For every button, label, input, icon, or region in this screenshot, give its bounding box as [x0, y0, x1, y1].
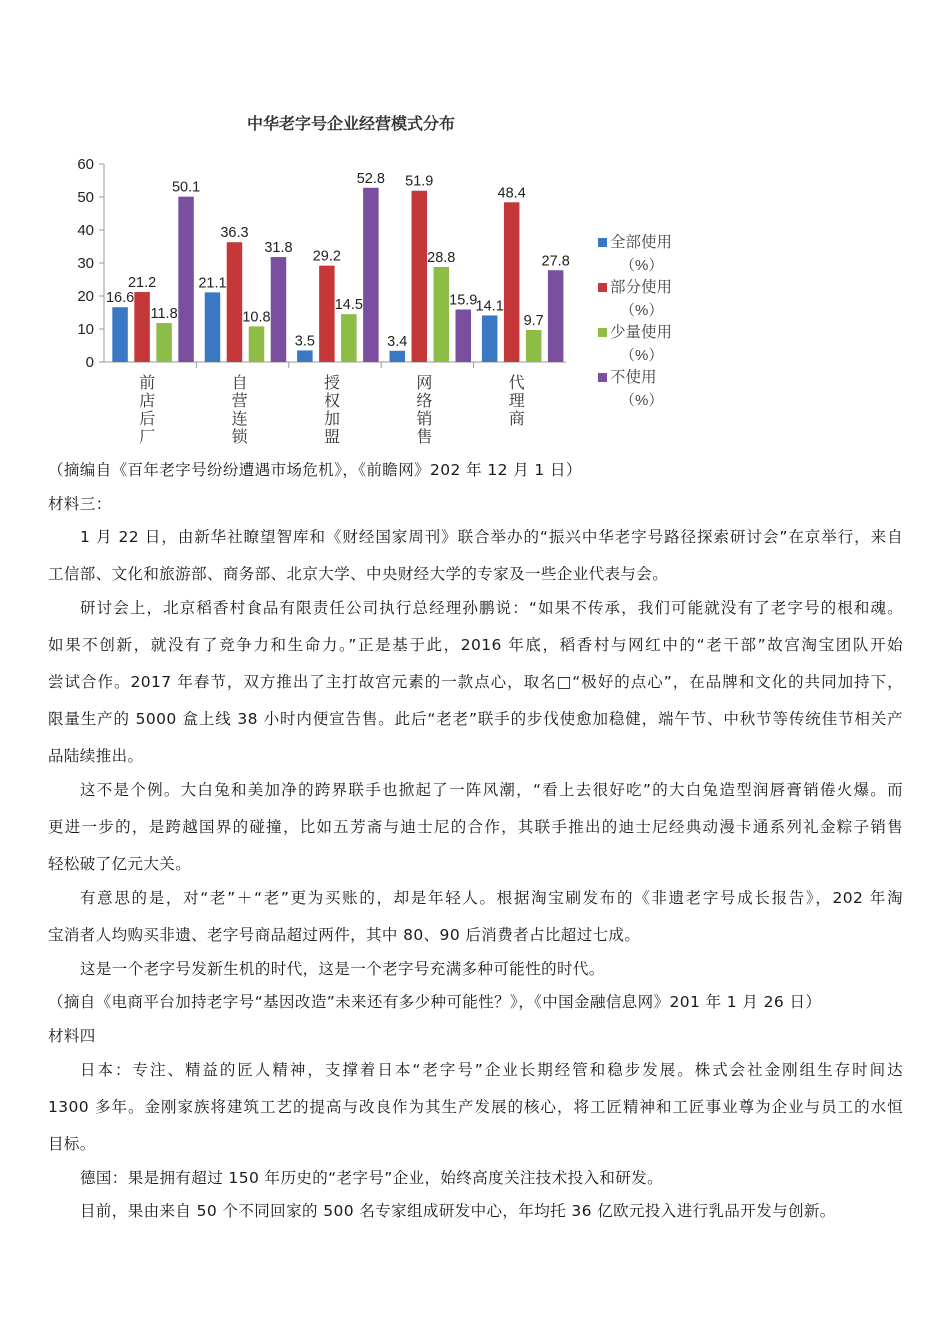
x-tick-label: 商 [508, 411, 525, 428]
bar [526, 330, 542, 362]
data-label: 21.2 [127, 275, 157, 292]
y-tick-label: 30 [77, 255, 94, 272]
chart-svg [40, 100, 740, 455]
legend-unit: （%） [620, 347, 664, 364]
x-tick-label: 自 [231, 375, 248, 392]
data-label: 15.9 [449, 292, 478, 309]
x-tick-label: 盟 [323, 429, 341, 446]
x-tick-label: 营 [231, 393, 248, 410]
x-tick-label: 络 [416, 393, 433, 410]
x-tick-label: 厂 [139, 429, 156, 446]
paragraph-line: 轻松破了亿元大关。 [48, 855, 192, 873]
data-label: 9.7 [523, 312, 544, 329]
x-tick-label: 网 [416, 375, 433, 392]
bar [112, 307, 128, 362]
paragraph-line: 工信部、文化和旅游部、商务部、北京大学、中央财经大学的专家及一些企业代表与会。 [48, 565, 669, 583]
data-label: 29.2 [312, 248, 341, 265]
data-label: 11.8 [150, 306, 178, 323]
x-tick-label: 权 [323, 393, 341, 410]
data-label: 16.6 [105, 290, 135, 307]
data-label: 14.5 [334, 297, 363, 314]
y-tick-label: 50 [77, 189, 94, 206]
paragraph-line: 目前，果由来自 50 个不同回家的 500 名专家组成研发中心，年均托 36 亿欧元投入进行乳品开发与创新。 [80, 1202, 836, 1220]
x-tick-label: 店 [139, 393, 156, 410]
y-tick-label: 0 [85, 354, 94, 371]
paragraph-line: 这不是个例。大白兔和美加净的跨界联手也掀起了一阵风潮，“看上去很好吃”的大白兔造型润唇膏销倦火爆。而 [80, 781, 903, 799]
paragraph-line: 研讨会上，北京稻香村食品有限责任公司执行总经理孙鹏说：“如果不传承，我们可能就没有了老字号的根和魂。 [80, 599, 903, 617]
x-tick-label: 连 [231, 411, 248, 428]
paragraph-line: 目标。 [48, 1135, 96, 1153]
legend-unit: （%） [620, 257, 664, 274]
data-label: 3.4 [387, 333, 408, 350]
bar [134, 292, 150, 362]
bar [363, 188, 379, 362]
x-tick-label: 锁 [231, 429, 248, 446]
data-label: 52.8 [356, 170, 385, 187]
paragraph-line: 1 月 22 日，由新华社瞭望智库和《财经国家周刊》联合举办的“振兴中华老字号路径探索研讨会”在京举行，来自 [80, 528, 903, 546]
data-label: 28.8 [427, 249, 456, 266]
data-label: 14.1 [475, 298, 504, 315]
x-tick-label: 销 [416, 411, 433, 428]
paragraph-line: 这是一个老字号发新生机的时代，这是一个老字号充满多种可能性的时代。 [80, 960, 605, 978]
legend-swatch [598, 238, 607, 247]
bar [548, 270, 564, 362]
paragraph-line: 1300 多年。金刚家族将建筑工艺的提高与改良作为其生产发展的核心，将工匠精神和工匠事业尊为企业与员工的水恒 [48, 1098, 903, 1116]
data-label: 27.8 [541, 253, 570, 270]
x-tick-label: 理 [508, 393, 525, 410]
data-label: 31.8 [264, 240, 293, 257]
bar [319, 266, 335, 362]
legend-label: 全部使用 [610, 234, 673, 251]
data-label: 51.9 [405, 173, 434, 190]
citation-1: （摘编自《百年老字号纷纷遭遇市场危机》，《前瞻网》202 年 12 月 1 日） [48, 461, 582, 479]
paragraph-line: 尝试合作。2017 年春节，双方推出了主打故宫元素的一款点心，取名□“极好的点心”，在品牌和文化的共同加持下， [48, 673, 903, 691]
paragraph-line: 有意思的是，对“老”＋“老”更为买账的，却是年轻人。根据淘宝刷发布的《非遗老字号成长报告》，202 年淘 [80, 889, 903, 907]
data-label: 3.5 [294, 333, 315, 350]
paragraph-line: 日本：专注、精益的匠人精神，支撑着日本“老字号”企业长期经管和稳步发展。株式会社金刚组生存时间达 [80, 1061, 903, 1079]
data-label: 50.1 [171, 179, 201, 196]
legend-unit: （%） [620, 392, 664, 409]
y-tick-label: 20 [77, 288, 94, 305]
y-tick-label: 60 [77, 156, 94, 173]
y-tick-label: 40 [77, 222, 94, 239]
paragraph-line: 宝消者人均购买非遗、老字号商品超过两件，其中 80、90 后消费者占比超过七成。 [48, 926, 641, 944]
heading-material-3: 材料三： [48, 495, 112, 513]
legend-unit: （%） [620, 302, 664, 319]
x-tick-label: 后 [139, 411, 156, 428]
bar [341, 314, 357, 362]
data-label: 48.4 [497, 185, 526, 202]
legend-label: 不使用 [610, 369, 657, 386]
paragraph-line: 德国：果是拥有超过 150 年历史的“老字号”企业，始终高度关注技术投入和研发。 [80, 1169, 664, 1187]
legend-swatch [598, 373, 607, 382]
heading-material-4: 材料四 [48, 1027, 96, 1045]
data-label: 36.3 [220, 225, 249, 242]
x-tick-label: 加 [323, 411, 341, 428]
legend-label: 部分使用 [610, 279, 673, 296]
legend-label: 少量使用 [610, 324, 673, 341]
x-tick-label: 售 [416, 429, 433, 446]
bar [482, 315, 498, 362]
bar [271, 257, 287, 362]
bar [249, 326, 265, 362]
citation-2: （摘自《电商平台加持老字号“基因改造”未来还有多少种可能性？》，《中国金融信息网》201 年 1 月 26 日） [48, 993, 822, 1011]
bar [178, 197, 194, 362]
bar [205, 292, 221, 362]
paragraph-line: 品陆续推出。 [48, 747, 144, 765]
data-label: 10.8 [242, 309, 271, 326]
legend-swatch [598, 283, 607, 292]
bar-chart [40, 100, 740, 455]
paragraph-line: 更进一步的，是跨越国界的碰撞，比如五芳斋与迪士尼的合作，其联手推出的迪士尼经典动漫卡通系列礼金粽子销售 [48, 818, 903, 836]
bar [504, 202, 520, 362]
paragraph-line: 限量生产的 5000 盒上线 38 小时内便宣告售。此后“老老”联手的步伐使愈加稳健，端午节、中秋节等传统佳节相关产 [48, 710, 903, 728]
legend-swatch [598, 328, 607, 337]
y-tick-label: 10 [77, 321, 94, 338]
bar [456, 310, 472, 362]
paragraph-line: 如果不创新，就没有了竞争力和生命力。”正是基于此，2016 年底，稻香村与网红中的“老干部”故宫淘宝团队开始 [48, 636, 903, 654]
bar [156, 323, 172, 362]
x-tick-label: 前 [139, 375, 156, 392]
x-tick-label: 代 [508, 375, 525, 392]
bar [297, 350, 313, 362]
bar [390, 351, 406, 362]
bar [227, 242, 243, 362]
bar [434, 267, 450, 362]
bar [412, 191, 428, 362]
chart-title: 中华老字号企业经营模式分布 [246, 116, 456, 133]
data-label: 21.1 [198, 275, 227, 292]
x-tick-label: 授 [323, 375, 341, 392]
